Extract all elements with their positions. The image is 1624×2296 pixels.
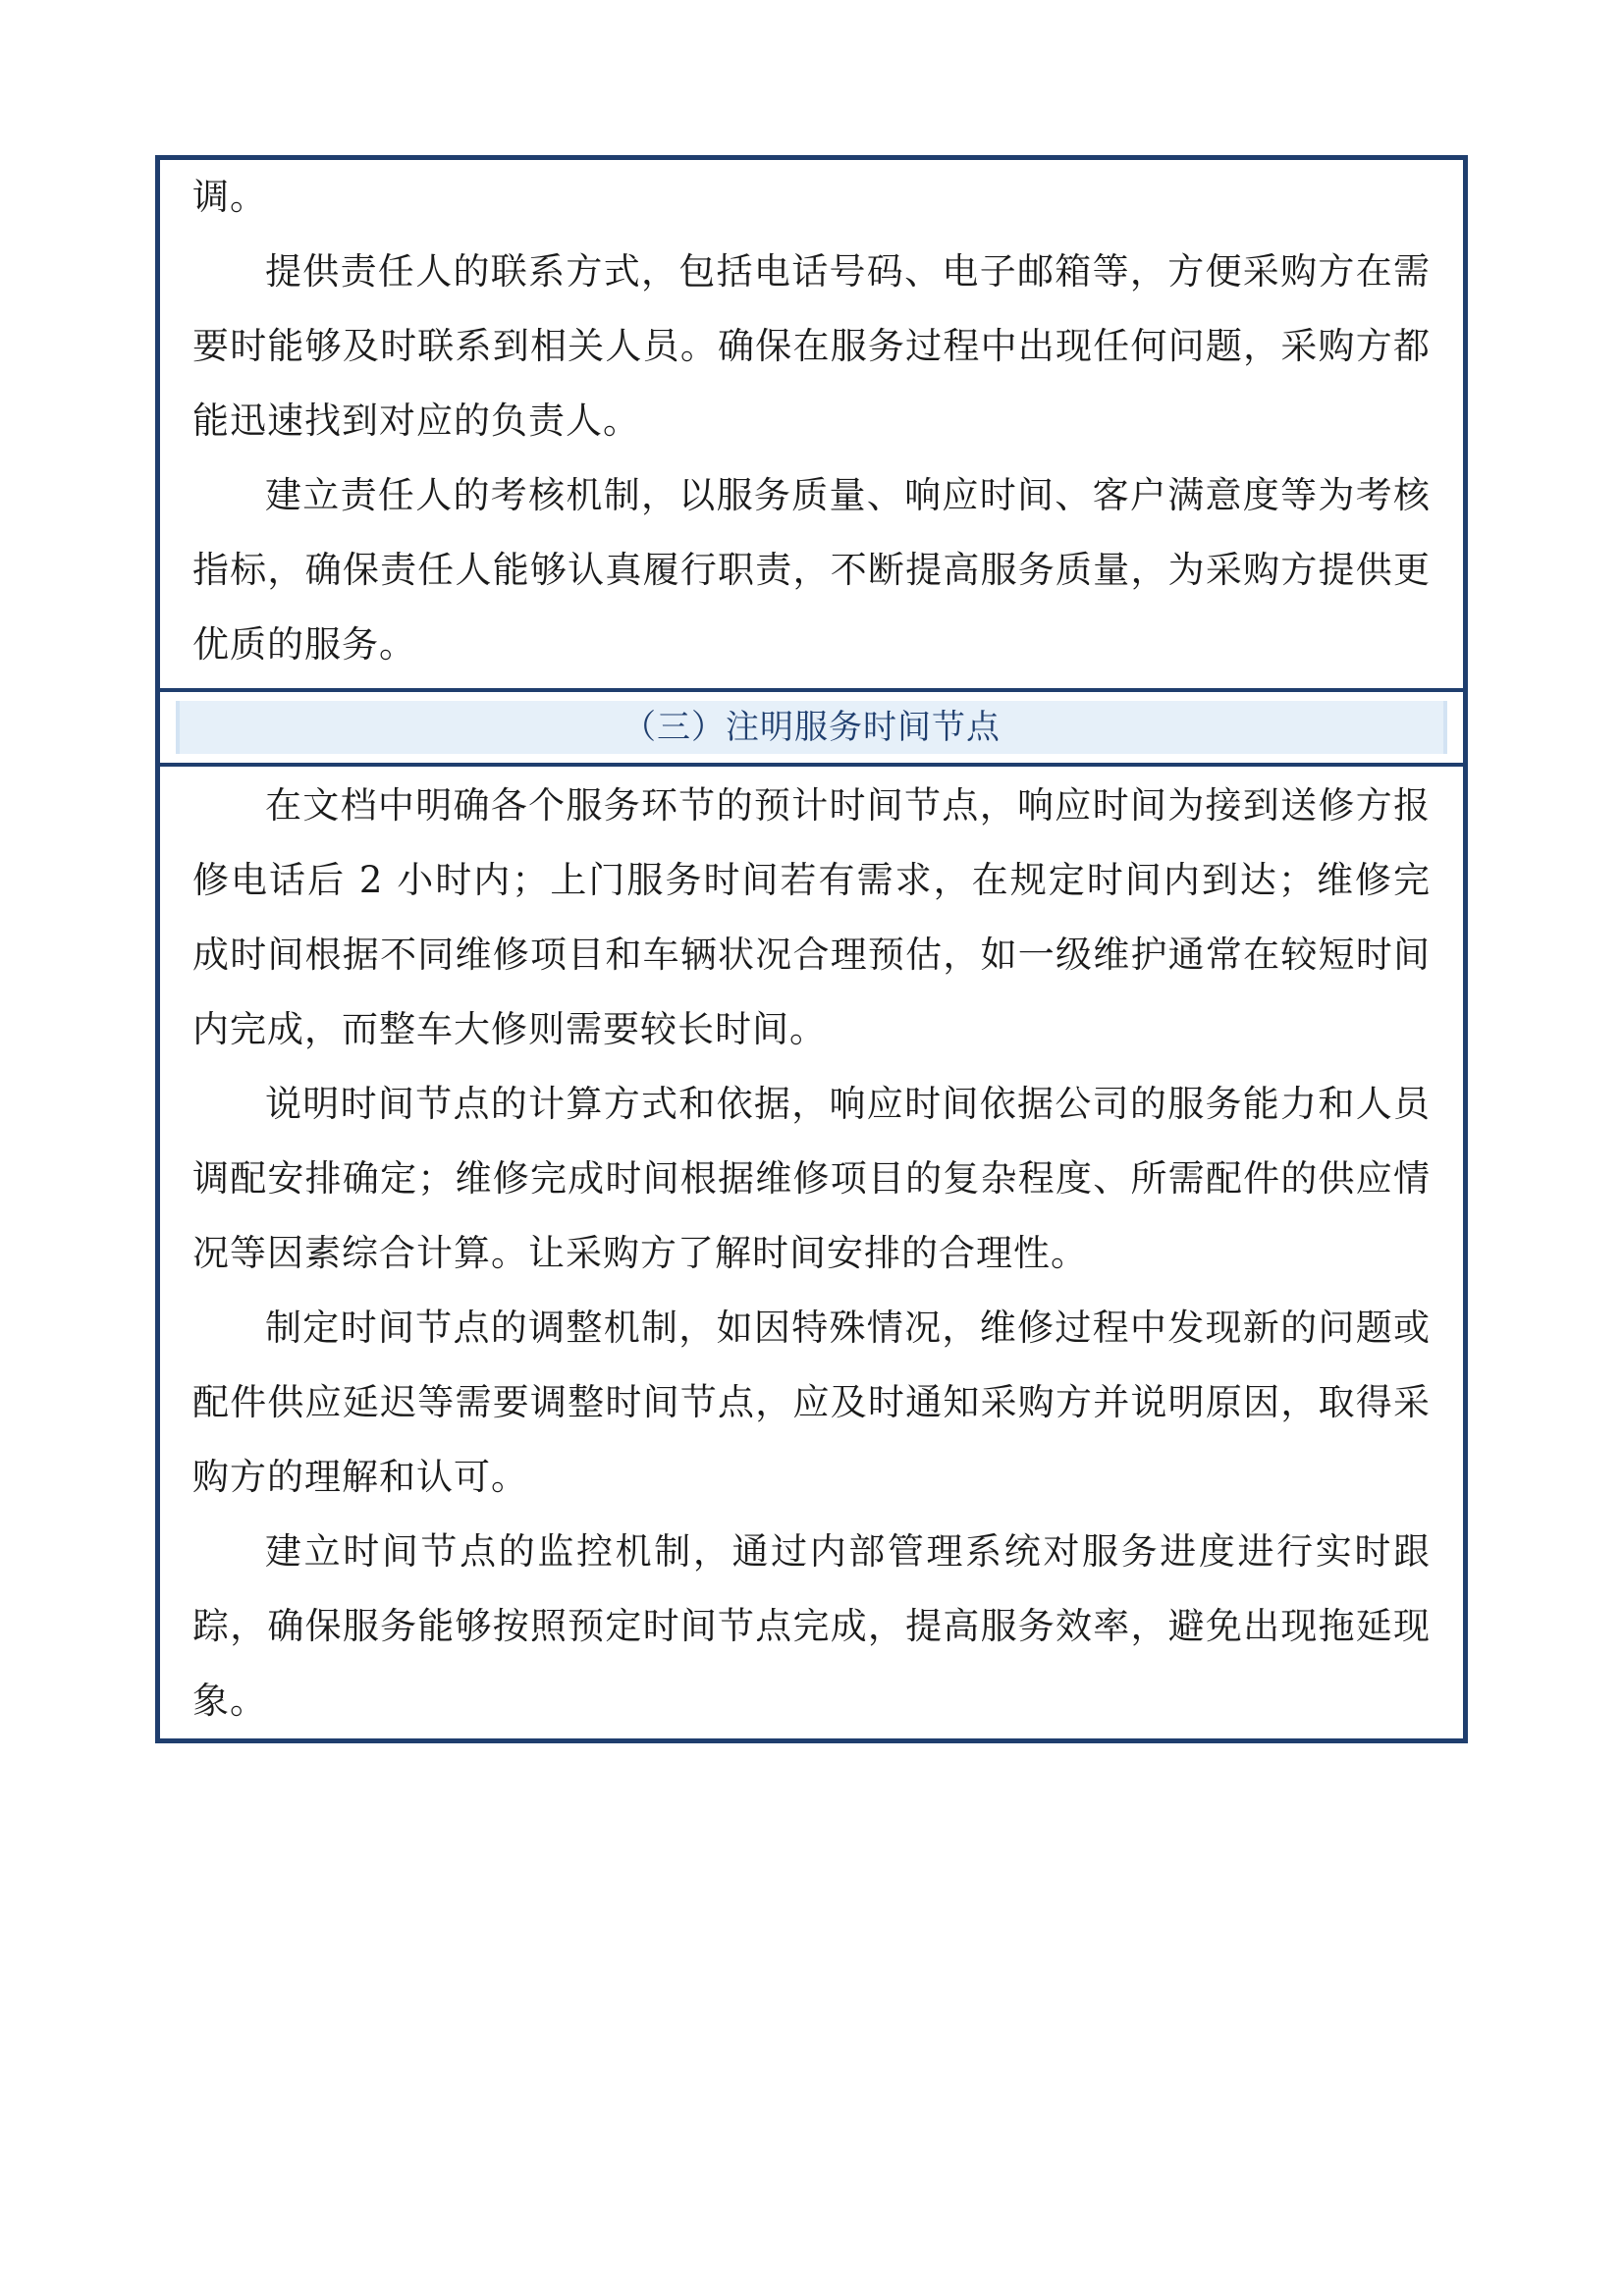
bottom-text-body — [192, 769, 1431, 1738]
bordered-content-frame — [155, 155, 1468, 1743]
paragraph-adjustment-mechanism: 制定时间节点的调整机制，如因特殊情况，维修过程中发现新的问题或配件供应延迟等需要调整时间节点，应及时通知采购方并说明原因，取得采购方的理解和认可。 — [192, 1307, 1431, 1498]
paragraph-time-nodes: 在文档中明确各个服务环节的预计时间节点，响应时间为接到送修方报修电话后 2 小时内；上门服务时间若有需求，在规定时间内到达；维修完成时间根据不同维修项目和车辆状况合理预估，如一级维护通常在较短时间内完成，而整车大修则需要较长时间。 — [192, 784, 1431, 1050]
top-text-section — [160, 160, 1463, 688]
bottom-text-section — [160, 767, 1463, 1738]
paragraph-contact-info: 提供责任人的联系方式，包括电话号码、电子邮箱等，方便采购方在需要时能够及时联系到相关人员。确保在服务过程中出现任何问题，采购方都能迅速找到对应的负责人。 — [192, 250, 1431, 442]
section-title: （三）注明服务时间节点 — [623, 708, 1001, 747]
section-header-row — [160, 688, 1463, 767]
paragraph-calculation-basis: 说明时间节点的计算方式和依据，响应时间依据公司的服务能力和人员调配安排确定；维修完成时间根据维修项目的复杂程度、所需配件的供应情况等因素综合计算。让采购方了解时间安排的合理性。 — [192, 1083, 1431, 1274]
top-text-body — [192, 160, 1431, 682]
section-header-bar — [176, 701, 1447, 754]
paragraph-monitoring-mechanism: 建立时间节点的监控机制，通过内部管理系统对服务进度进行实时跟踪，确保服务能够按照预定时间节点完成，提高服务效率，避免出现拖延现象。 — [192, 1530, 1431, 1722]
paragraph-continuation: 调。 — [192, 176, 267, 218]
paragraph-assessment-mechanism: 建立责任人的考核机制，以服务质量、响应时间、客户满意度等为考核指标，确保责任人能够认真履行职责，不断提高服务质量，为采购方提供更优质的服务。 — [192, 474, 1431, 666]
